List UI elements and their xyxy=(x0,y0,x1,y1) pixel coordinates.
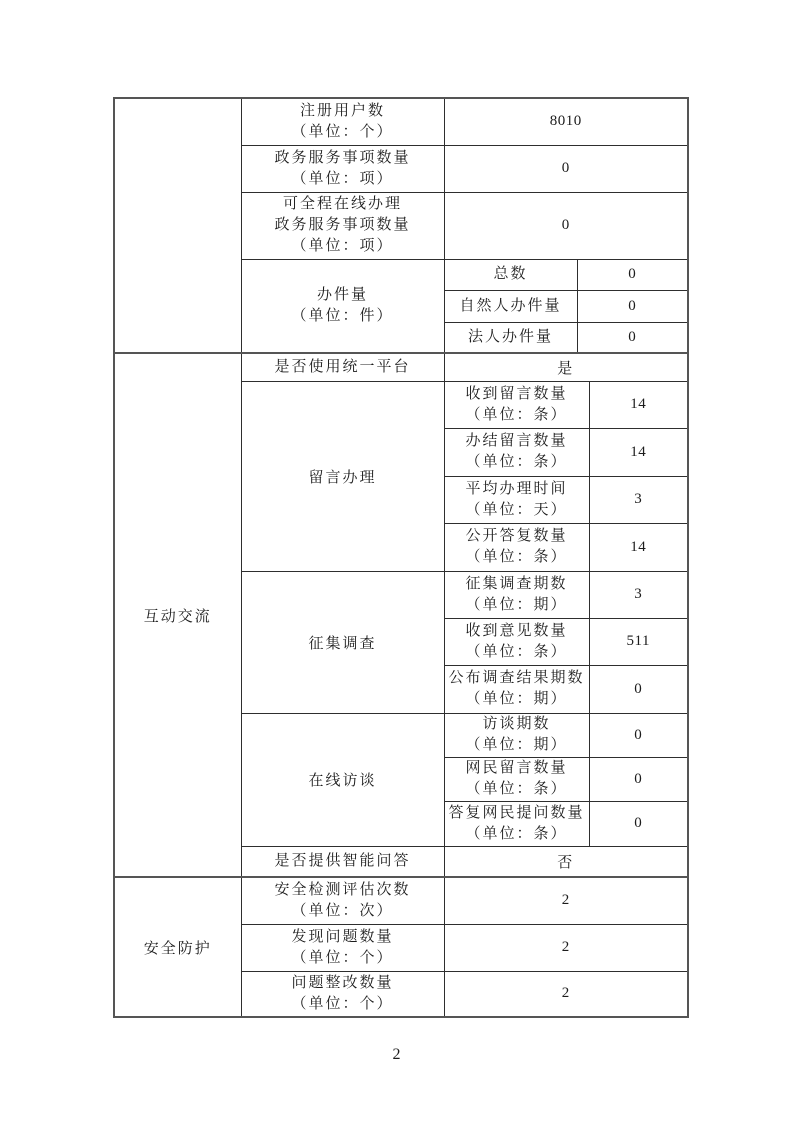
sub-metric-label-cell xyxy=(444,259,577,290)
sub-metric-label-cell xyxy=(444,322,577,353)
sub-metric-label-cell xyxy=(444,618,589,665)
metric-unit: （单位：个） xyxy=(291,123,394,140)
sub-metric-value: 0 xyxy=(577,290,688,322)
sub-metric-unit: （单位：条） xyxy=(465,406,568,423)
sub-metric-label: 公布调查结果期数 xyxy=(448,670,585,686)
sub-metric-label: 办结留言数量 xyxy=(465,433,568,449)
sub-metric-value: 0 xyxy=(589,801,688,846)
sub-metric-unit: （单位：条） xyxy=(465,549,568,565)
sub-metric-label: 收到意见数量 xyxy=(465,622,568,639)
sub-metric-unit: （单位：天） xyxy=(465,501,568,518)
sub-metric-value: 0 xyxy=(589,665,688,713)
report-table-container xyxy=(113,97,689,1018)
annual-report-table xyxy=(113,97,689,1018)
metric-label: 是否提供智能问答 xyxy=(274,852,411,869)
metric-label: 是否使用统一平台 xyxy=(274,358,411,375)
sub-metric-label-cell xyxy=(444,381,589,428)
metric-value: 是 xyxy=(444,353,688,381)
sub-metric-unit: （单位：期） xyxy=(465,596,568,613)
sub-metric-value: 0 xyxy=(589,713,688,757)
sub-metric-value: 14 xyxy=(589,523,688,571)
sub-metric-label-cell xyxy=(444,713,589,757)
sub-metric-label: 访谈期数 xyxy=(482,716,551,732)
metric-label-cell xyxy=(241,145,444,192)
category-cell-security: 安全防护 xyxy=(114,877,241,1017)
metric-value: 否 xyxy=(444,846,688,877)
metric-value: 0 xyxy=(444,145,688,192)
sub-metric-value: 0 xyxy=(577,259,688,290)
group-label-cell xyxy=(241,259,444,353)
sub-metric-unit: （单位：条） xyxy=(465,825,568,842)
sub-metric-label: 平均办理时间 xyxy=(465,480,568,497)
table-row xyxy=(114,98,688,145)
metric-unit: （单位：个） xyxy=(291,949,394,966)
sub-metric-label-cell xyxy=(444,290,577,322)
metric-label-cell xyxy=(241,353,444,381)
sub-metric-label: 法人办件量 xyxy=(467,328,553,345)
sub-metric-unit: （单位：条） xyxy=(465,454,568,470)
sub-metric-label-cell xyxy=(444,428,589,476)
category-cell-interaction: 互动交流 xyxy=(114,353,241,877)
sub-metric-label: 网民留言数量 xyxy=(465,760,568,776)
metric-label: 问题整改数量 xyxy=(291,974,394,991)
metric-label: 安全检测评估次数 xyxy=(274,881,411,898)
sub-metric-label-cell xyxy=(444,757,589,801)
metric-label: 政务服务事项数量 xyxy=(274,217,411,233)
sub-metric-label-cell xyxy=(444,801,589,846)
metric-value: 2 xyxy=(444,877,688,924)
metric-label-cell xyxy=(241,192,444,259)
metric-value: 0 xyxy=(444,192,688,259)
sub-metric-unit: （单位：期） xyxy=(465,691,568,707)
sub-metric-label-cell xyxy=(444,523,589,571)
metric-unit: （单位：项） xyxy=(291,170,394,187)
metric-label-cell xyxy=(241,924,444,971)
metric-label-cell xyxy=(241,846,444,877)
group-label-cell: 在线访谈 xyxy=(241,713,444,846)
sub-metric-value: 14 xyxy=(589,428,688,476)
table-row xyxy=(114,877,688,924)
metric-label-cell xyxy=(241,971,444,1017)
page-number: 2 xyxy=(392,1046,401,1063)
metric-value: 8010 xyxy=(444,98,688,145)
metric-label-cell xyxy=(241,877,444,924)
group-unit: （单位：件） xyxy=(291,307,394,324)
metric-label-cell xyxy=(241,98,444,145)
group-label-cell: 征集调查 xyxy=(241,571,444,713)
metric-unit: （单位：次） xyxy=(291,902,394,919)
sub-metric-label-cell xyxy=(444,476,589,523)
sub-metric-label: 自然人办件量 xyxy=(459,297,562,314)
sub-metric-label: 公开答复数量 xyxy=(465,528,568,544)
sub-metric-label-cell xyxy=(444,665,589,713)
group-label-cell: 留言办理 xyxy=(241,381,444,571)
sub-metric-unit: （单位：条） xyxy=(465,781,568,797)
metric-label: 政务服务事项数量 xyxy=(274,149,411,166)
group-label: 办件量 xyxy=(316,286,368,303)
sub-metric-unit: （单位：期） xyxy=(465,737,568,753)
sub-metric-unit: （单位：条） xyxy=(465,643,568,660)
sub-metric-label: 征集调查期数 xyxy=(465,575,568,592)
table-row xyxy=(114,353,688,381)
sub-metric-value: 3 xyxy=(589,476,688,523)
metric-label: 注册用户数 xyxy=(299,102,385,119)
sub-metric-value: 0 xyxy=(589,757,688,801)
sub-metric-value: 14 xyxy=(589,381,688,428)
category-cell-blank xyxy=(114,98,241,353)
metric-unit: （单位：个） xyxy=(291,995,394,1012)
sub-metric-label-cell xyxy=(444,571,589,618)
metric-value: 2 xyxy=(444,971,688,1017)
sub-metric-label: 收到留言数量 xyxy=(465,385,568,402)
sub-metric-value: 511 xyxy=(589,618,688,665)
sub-metric-value: 3 xyxy=(589,571,688,618)
metric-unit: （单位：项） xyxy=(291,238,394,254)
metric-value: 2 xyxy=(444,924,688,971)
metric-label: 可全程在线办理 xyxy=(282,196,402,212)
sub-metric-label: 答复网民提问数量 xyxy=(448,804,585,821)
sub-metric-label: 总数 xyxy=(493,266,528,282)
metric-label: 发现问题数量 xyxy=(291,928,394,945)
sub-metric-value: 0 xyxy=(577,322,688,353)
